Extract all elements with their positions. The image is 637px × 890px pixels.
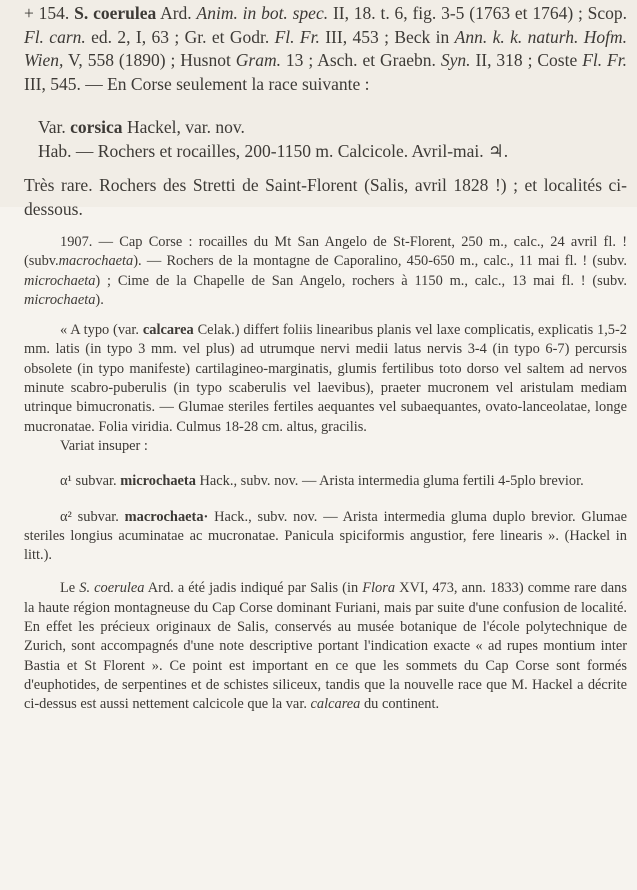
observations-1907: 1907. — Cap Corse : rocailles du Mt San Angelo de St-Florent, 250 m., calc., 24 avril fl. ! (subv.macrochaeta). — Rochers de la montagne de Caporalino, 450-650 m., calc., 11 mai fl. ! (subv. microchaeta) ; Cime de la Chapelle de San Angelo, rochers à 1150 m., calc., 13 mai fl. ! (subv. microchaeta). — [24, 234, 627, 308]
habitat-line: Hab. — Rochers et rocailles, 200-1150 m. Calcicole. Avril-mai. ♃. — [38, 140, 509, 161]
latin-description: « A typo (var. calcarea Celak.) differt foliis linearibus planis vel laxe complicatis, explicatis 1,5-2 mm. latis (in typo 3 mm. vel plus) ad utrumque nervi medii latus nervis 3-4 (in typo 6-7) percursis obsolete (in typo manifeste) cartilagineo-marginatis, glumis fertilibus toto dorso vel saltem ad nervos minute scabro-puberulis (in typo scaberulis vel laevibus), praeter mucronem vel aristulam mediam utrinque bimucronatis. — Glumae steriles fertiles aequantes vel subaequantes, ovato-lanceolatae, longe mucronatae. Folia viridia. Culmus 18-28 cm. altus, gracilis. — [24, 322, 627, 435]
variety-heading: Var. corsica Hackel, var. nov. — [38, 117, 245, 137]
document-content — [24, 2, 627, 715]
species-name: S. coerulea — [74, 3, 157, 23]
species-number: + 154. — [24, 3, 70, 23]
closing-paragraph: Le S. coerulea Ard. a été jadis indiqué par Salis (in Flora XVI, 473, ann. 1833) comme rare dans la haute région montagneuse du Cap Corse dominant Furiani, mais par suite d'une confusion de localité. En effet les précieux originaux de Salis, conservés au musée botanique de l'école polytechnique de Zurich, sont accompagnés d'une note descriptive portant l'indication exacte « ad rupes montium inter Bastia et St Florent ». Ce point est important en ce que les sommets du Cap Corse sont formés d'euphotides, de serpentines et de schistes siliceux, tandis que la nouvelle race que M. Hackel a décrite ci-dessus est aussi nettement calcicole que la var. calcarea du continent. — [24, 580, 627, 713]
subvariety-microchaeta: α¹ subvar. microchaeta Hack., subv. nov. — Arista intermedia gluma fertili 4-5plo brevior. — [60, 473, 584, 490]
rarity-paragraph: Très rare. Rochers des Stretti de Saint-Florent (Salis, avril 1828 !) ; et localités ci-dessous. — [24, 175, 627, 219]
variety-name: corsica — [70, 117, 123, 137]
subvariety-macrochaeta: α² subvar. macrochaeta· Hack., subv. nov. — Arista intermedia gluma duplo brevior. Glumae steriles longius acuminatae ac mucronatae. Panicula spiciformis angustior, fere linearis ». (Hackel in litt.). — [24, 508, 627, 564]
perennial-symbol: ♃. — [488, 140, 509, 161]
calcarea-name: calcarea — [142, 322, 194, 339]
species-entry: + 154. S. coerulea Ard. Anim. in bot. spec. II, 18. t. 6, fig. 3-5 (1763 et 1764) ; Scop. Fl. carn. ed. 2, I, 63 ; Gr. et Godr. Fl. Fr. III, 453 ; Beck in Ann. k. k. naturh. Hofm. Wien, V, 558 (1890) ; Husnot Gram. 13 ; Asch. et Graebn. Syn. II, 318 ; Coste Fl. Fr. III, 545. — En Corse seulement la race suivante : — [24, 3, 628, 94]
variat-line: Variat insuper : — [60, 437, 148, 454]
